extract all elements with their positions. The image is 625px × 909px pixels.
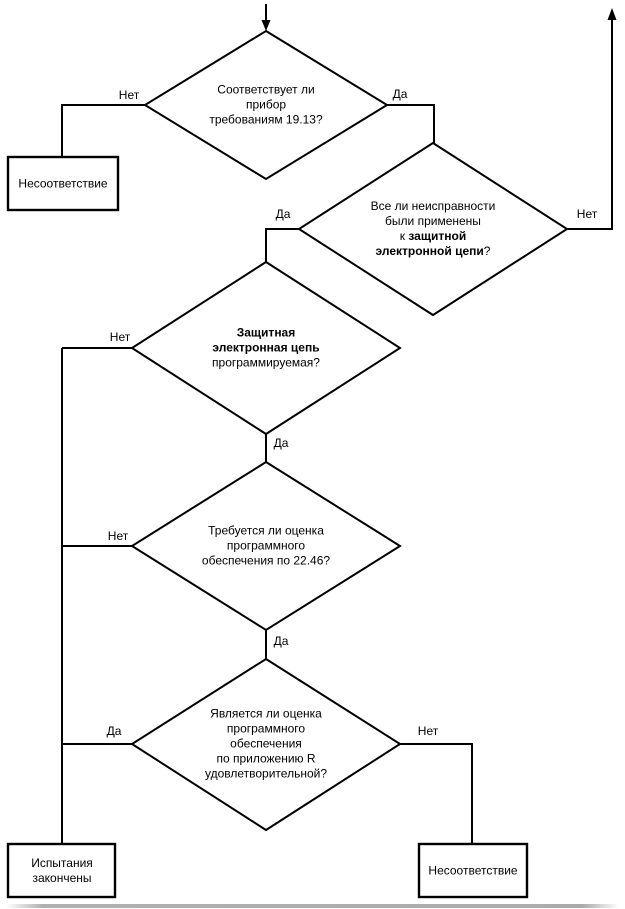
edge-label-d3-no: Нет [109, 330, 131, 344]
edge-label-d1-yes: Да [392, 87, 408, 101]
text-segment: электронной цепи [375, 244, 484, 258]
text-segment: ? [483, 244, 491, 258]
text-segment: были применены [385, 214, 481, 228]
text-segment: требованиям 19.13? [209, 112, 323, 127]
edge-label-d2-no: Нет [576, 207, 598, 221]
edge-d5-no [400, 744, 472, 844]
text-line [209, 98, 322, 113]
text-segment: Все ли неисправности [370, 199, 496, 213]
decision-text-all-faults-applied-to-pec [371, 199, 496, 259]
text-line [202, 524, 330, 539]
text-line [212, 341, 320, 356]
text-line [205, 767, 327, 782]
decision-text-software-eval-satisfactory [205, 707, 327, 782]
text-segment: по приложению R [216, 751, 316, 766]
text-line [202, 554, 330, 569]
text-line: Несоответствие [428, 863, 518, 878]
edge-label-d5-no: Нет [417, 724, 439, 738]
text-line: Несоответствие [18, 176, 108, 191]
text-segment: Соответствует ли [217, 82, 315, 97]
text-line [371, 229, 496, 244]
decision-text-pec-programmable [212, 326, 320, 371]
edge-label-d4-yes: Да [273, 634, 289, 648]
text-segment: обеспечения [230, 736, 302, 751]
box-text-tests-finished [31, 856, 93, 886]
text-segment: программного [226, 538, 306, 553]
box-text-nonconformity-bottom [428, 864, 517, 879]
text-segment: защитной [408, 229, 467, 243]
edge-label-d3-yes: Да [273, 436, 289, 450]
edge-d2-no [567, 19, 612, 229]
edge-d1-yes [387, 105, 434, 143]
decision-diamonds [132, 31, 567, 830]
text-segment: прибор [245, 97, 287, 112]
text-line [202, 539, 330, 554]
text-line [205, 722, 327, 737]
text-line [209, 83, 322, 98]
text-segment: Требуется ли оценка [208, 523, 324, 538]
text-line [205, 737, 327, 752]
text-segment: электронная цепь [212, 340, 320, 355]
text-line [371, 244, 496, 259]
edge-label-d1-no: Нет [118, 88, 140, 102]
text-line [209, 113, 322, 128]
text-segment: к [399, 229, 409, 243]
text-segment: программируемая? [212, 355, 320, 370]
text-segment: удовлетворительной? [204, 766, 328, 781]
edge-d1-no [62, 105, 145, 157]
text-line: закончены [32, 871, 92, 885]
text-line [205, 752, 327, 767]
edge-label-d4-no: Нет [107, 529, 129, 543]
text-segment: программного [226, 721, 306, 736]
decision-text-device-meets-19-13 [209, 83, 322, 128]
edge-d2-yes [266, 229, 299, 262]
text-line [212, 326, 320, 341]
text-line: Испытания [31, 856, 93, 870]
text-line [205, 707, 327, 722]
edge-label-d2-yes: Да [275, 207, 291, 221]
arrowhead-up-icon [608, 8, 617, 20]
scan-edge-artifact [6, 904, 619, 908]
text-segment: обеспечения по 22.46? [201, 553, 331, 568]
text-line [371, 214, 496, 229]
arrowhead-down-icon [262, 20, 271, 31]
text-segment: Является ли оценка [210, 706, 322, 721]
text-line [371, 199, 496, 214]
edge-label-d5-yes: Да [106, 724, 122, 738]
text-line [212, 356, 320, 371]
decision-text-software-eval-required [202, 524, 330, 569]
text-segment: Защитная [236, 325, 296, 340]
box-text-nonconformity-top [18, 177, 107, 192]
